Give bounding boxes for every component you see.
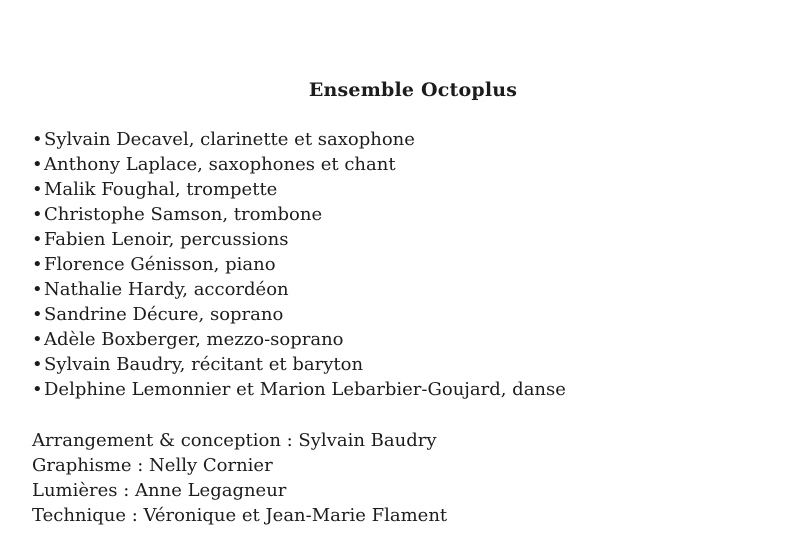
member-item bbox=[32, 302, 566, 327]
member-text: Fabien Lenoir, percussions bbox=[44, 229, 289, 250]
bullet-icon: • bbox=[32, 329, 43, 350]
member-item bbox=[32, 352, 566, 377]
member-text: Delphine Lemonnier et Marion Lebarbier-Goujard, danse bbox=[44, 379, 566, 400]
member-text: Anthony Laplace, saxophones et chant bbox=[44, 154, 396, 175]
member-text: Christophe Samson, trombone bbox=[44, 204, 323, 225]
member-item bbox=[32, 152, 566, 177]
credits-block bbox=[32, 428, 447, 528]
bullet-icon: • bbox=[32, 129, 43, 150]
credit-technique: Technique : Véronique et Jean-Marie Flament bbox=[32, 505, 448, 526]
bullet-icon: • bbox=[32, 179, 43, 200]
member-item bbox=[32, 252, 566, 277]
member-text: Sandrine Décure, soprano bbox=[44, 304, 284, 325]
member-text: Malik Foughal, trompette bbox=[44, 179, 278, 200]
member-item bbox=[32, 377, 566, 402]
member-text: Nathalie Hardy, accordéon bbox=[44, 279, 289, 300]
member-item bbox=[32, 127, 566, 152]
bullet-icon: • bbox=[32, 279, 43, 300]
bullet-icon: • bbox=[32, 304, 43, 325]
member-text: Sylvain Baudry, récitant et baryton bbox=[44, 354, 364, 375]
credit-arrangement: Arrangement & conception : Sylvain Baudry bbox=[32, 430, 437, 451]
member-item bbox=[32, 327, 566, 352]
bullet-icon: • bbox=[32, 154, 43, 175]
member-item bbox=[32, 177, 566, 202]
credit-graphisme: Graphisme : Nelly Cornier bbox=[32, 455, 273, 476]
bullet-icon: • bbox=[32, 254, 43, 275]
member-item bbox=[32, 202, 566, 227]
bullet-icon: • bbox=[32, 379, 43, 400]
credit-lumieres: Lumières : Anne Legagneur bbox=[32, 480, 287, 501]
bullet-icon: • bbox=[32, 229, 43, 250]
member-text: Sylvain Decavel, clarinette et saxophone bbox=[44, 129, 415, 150]
bullet-icon: • bbox=[32, 354, 43, 375]
members-list bbox=[32, 127, 566, 402]
member-item bbox=[32, 227, 566, 252]
ensemble-title: Ensemble Octoplus bbox=[308, 79, 518, 101]
bullet-icon: • bbox=[32, 204, 43, 225]
member-item bbox=[32, 277, 566, 302]
member-text: Adèle Boxberger, mezzo-soprano bbox=[44, 329, 344, 350]
member-text: Florence Génisson, piano bbox=[44, 254, 276, 275]
